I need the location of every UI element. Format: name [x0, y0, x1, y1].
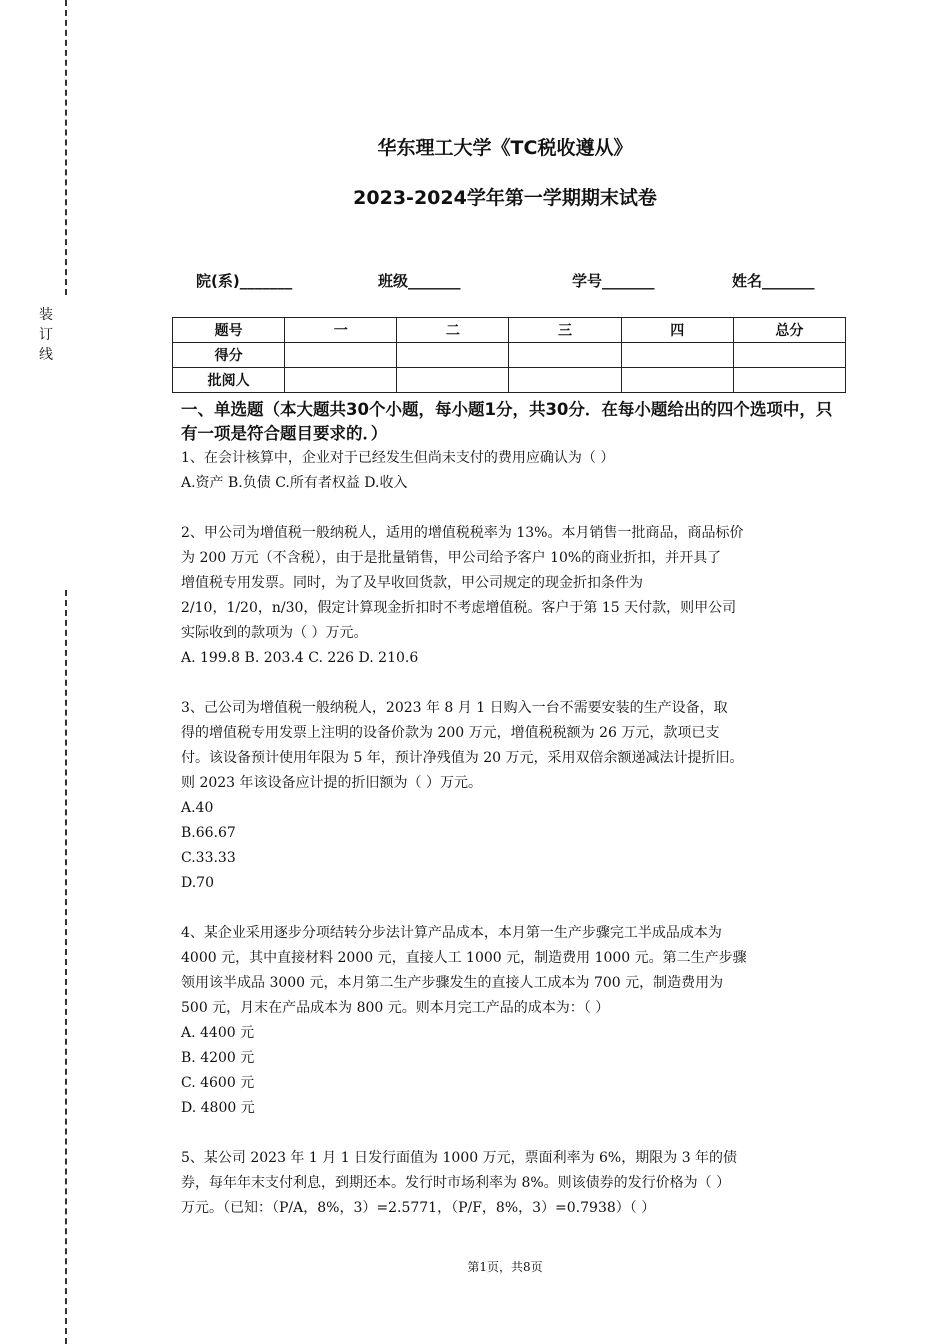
question-content — [181, 446, 851, 1221]
score-table — [172, 317, 846, 393]
blank-line — [181, 896, 851, 921]
score-table-cell: 总分 — [733, 318, 845, 343]
score-table-cell: 一 — [285, 318, 397, 343]
score-table-cell — [285, 343, 397, 368]
class-field: 班级_______ — [378, 272, 461, 290]
question-line: B. 4200 元 — [181, 1050, 255, 1066]
score-table-row — [173, 368, 846, 393]
question-line: 2/10，1/20，n/30，假定计算现金折扣时不考虑增值税。客户于第 15 天付款，则甲公司 — [181, 600, 737, 616]
score-table-cell: 批阅人 — [173, 368, 285, 393]
student-id-field: 学号_______ — [572, 272, 655, 290]
score-table-cell — [509, 368, 621, 393]
score-table-cell — [733, 368, 845, 393]
score-table-header-row — [173, 318, 846, 343]
score-table-cell — [733, 343, 845, 368]
page-footer: 第1页，共8页 — [467, 1260, 543, 1274]
section-heading: 一、单选题（本大题共30个小题，每小题1分，共30分．在每小题给出的四个选项中，只有一项是符合题目要求的．） — [181, 400, 833, 443]
question-line: 2、甲公司为增值税一般纳税人，适用的增值税税率为 13%。本月销售一批商品，商品标价 — [181, 525, 744, 541]
score-table-cell: 三 — [509, 318, 621, 343]
question-line: 增值税专用发票。同时，为了及早收回货款，甲公司规定的现金折扣条件为 — [181, 575, 643, 591]
name-field: 姓名_______ — [732, 272, 815, 290]
question-line: 5、某公司 2023 年 1 月 1 日发行面值为 1000 万元，票面利率为 6%，期限为 3 年的债 — [181, 1150, 738, 1166]
question-line: A. 199.8 B. 203.4 C. 226 D. 210.6 — [181, 650, 419, 666]
question-line: A.资产 B.负债 C.所有者权益 D.收入 — [181, 475, 408, 491]
question-line: 1、在会计核算中，企业对于已经发生但尚未支付的费用应确认为（ ） — [181, 450, 615, 466]
question-line: 则 2023 年该设备应计提的折旧额为（ ）万元。 — [181, 775, 482, 791]
question-line: 实际收到的款项为（ ）万元。 — [181, 625, 368, 641]
question-line: 领用该半成品 3000 元，本月第二生产步骤发生的直接人工成本为 700 元，制造费用为 — [181, 975, 724, 991]
score-table-cell — [621, 343, 733, 368]
question-line: B.66.67 — [181, 825, 236, 841]
question-line: 3、己公司为增值税一般纳税人，2023 年 8 月 1 日购入一台不需要安装的生产设备，取 — [181, 700, 728, 716]
exam-subtitle: 2023-2024学年第一学期期末试卷 — [353, 187, 657, 209]
score-table-cell: 题号 — [173, 318, 285, 343]
score-table-cell: 二 — [397, 318, 509, 343]
binding-label: 装订线 — [39, 307, 53, 363]
binding-line-bottom — [65, 590, 67, 1344]
score-table-cell — [397, 368, 509, 393]
blank-line — [181, 496, 851, 521]
score-table-cell — [397, 343, 509, 368]
question-line: 4、某企业采用逐步分项结转分步法计算产品成本，本月第一生产步骤完工半成品成本为 — [181, 925, 722, 941]
question-line: C.33.33 — [181, 850, 236, 866]
score-table-cell — [509, 343, 621, 368]
score-table-cell — [621, 368, 733, 393]
department-field: 院(系)_______ — [196, 272, 293, 290]
blank-line — [181, 1121, 851, 1146]
question-line: 券，每年年末支付利息，到期还本。发行时市场利率为 8%。则该债券的发行价格为（ ） — [181, 1175, 731, 1191]
question-line: A. 4400 元 — [181, 1025, 255, 1041]
question-line: 万元。（已知：（P/A，8%，3）=2.5771，（P/F，8%，3）=0.7938）（ ） — [181, 1200, 656, 1216]
exam-title: 华东理工大学《TC税收遵从》 — [377, 137, 633, 159]
score-table-cell — [285, 368, 397, 393]
blank-line — [181, 671, 851, 696]
question-line: 4000 元，其中直接材料 2000 元，直接人工 1000 元，制造费用 1000 元。第二生产步骤 — [181, 950, 747, 966]
question-line: 付。该设备预计使用年限为 5 年，预计净残值为 20 万元，采用双倍余额递减法计提折旧。 — [181, 750, 744, 766]
question-line: D. 4800 元 — [181, 1100, 255, 1116]
question-line: 为 200 万元（不含税），由于是批量销售，甲公司给予客户 10%的商业折扣，并开具了 — [181, 550, 722, 566]
question-line: D.70 — [181, 875, 214, 891]
question-line: 得的增值税专用发票上注明的设备价款为 200 万元，增值税税额为 26 万元，款项已支 — [181, 725, 720, 741]
question-line: 500 元，月末在产品成本为 800 元。则本月完工产品的成本为：（ ） — [181, 1000, 610, 1016]
question-line: C. 4600 元 — [181, 1075, 255, 1091]
score-table-cell: 四 — [621, 318, 733, 343]
score-table-row — [173, 343, 846, 368]
question-line: A.40 — [181, 800, 214, 816]
score-table-cell: 得分 — [173, 343, 285, 368]
